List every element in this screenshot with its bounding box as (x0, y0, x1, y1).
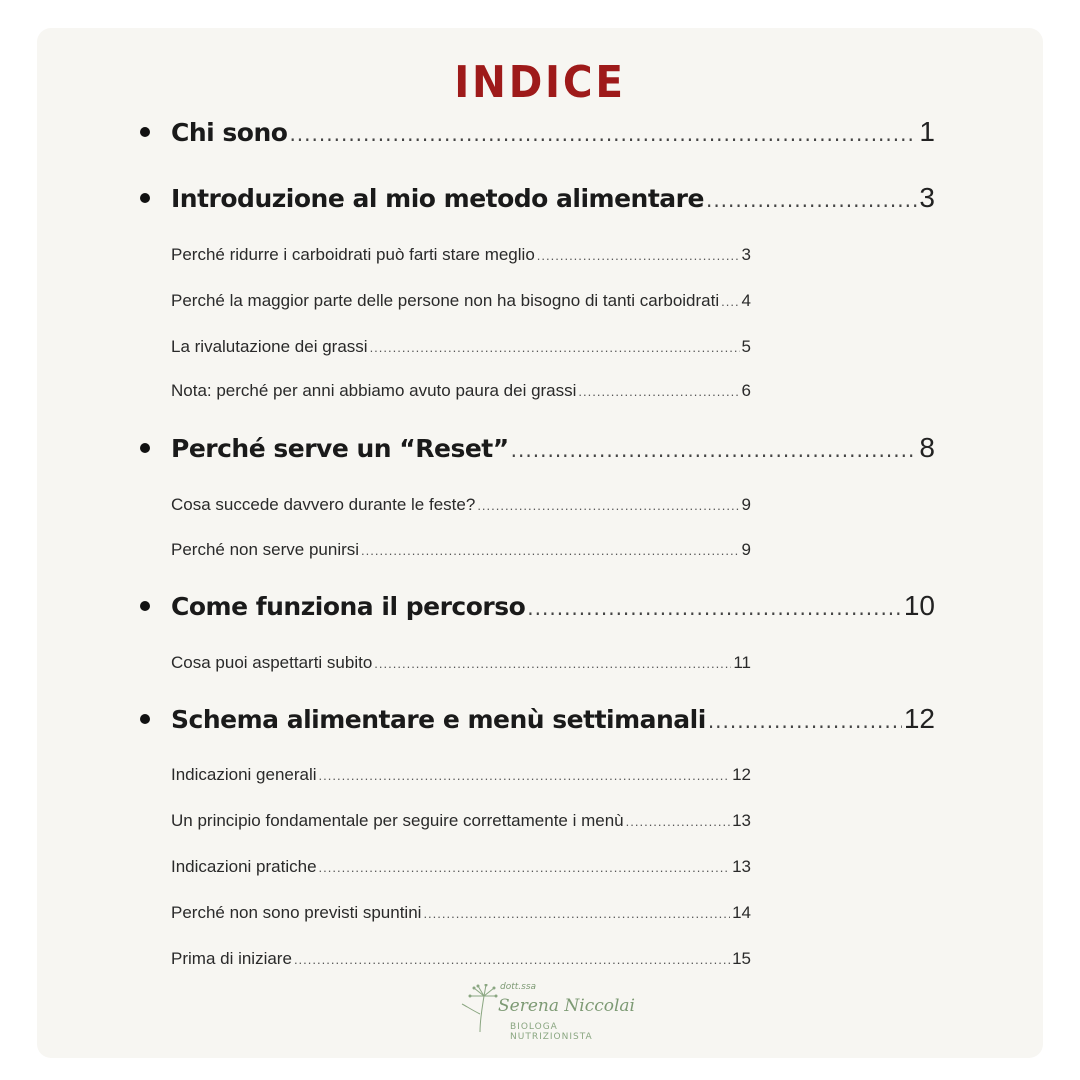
logo-name: Serena Niccolai (498, 996, 635, 1016)
toc-page-number: 4 (741, 291, 751, 310)
bullet-icon (140, 601, 150, 611)
toc-page-number: 12 (903, 703, 935, 734)
toc-section-label: Schema alimentare e menù settimanali (171, 705, 706, 734)
toc-page-number: 15 (732, 949, 751, 968)
toc-subsection[interactable] (171, 760, 751, 790)
dot-leader (477, 491, 739, 521)
toc-subsection[interactable] (171, 490, 751, 520)
dot-leader (423, 899, 730, 929)
dot-leader (578, 377, 739, 407)
bullet-icon (140, 127, 150, 137)
toc-page-number: 12 (732, 765, 751, 784)
toc-subsection[interactable] (171, 944, 751, 974)
toc-page-number: 1 (919, 116, 935, 147)
toc-subsection[interactable] (171, 376, 751, 406)
dot-leader (361, 536, 739, 566)
bullet-icon (140, 193, 150, 203)
toc-page-number: 9 (741, 540, 751, 559)
toc-page-number: 3 (741, 245, 751, 264)
toc-section[interactable] (171, 428, 935, 468)
toc-page-number: 8 (919, 432, 935, 463)
author-logo (460, 982, 640, 1042)
toc-subsection[interactable] (171, 286, 751, 316)
toc-subsection-label: Nota: perché per anni abbiamo avuto paura dei grassi (171, 381, 577, 400)
toc-subsection-label: Perché ridurre i carboidrati può farti stare meglio (171, 245, 535, 264)
toc-subsection[interactable] (171, 648, 751, 678)
toc-subsection-label: Perché non sono previsti spuntini (171, 903, 422, 922)
toc-section[interactable] (171, 178, 935, 218)
dot-leader (374, 649, 731, 679)
toc-subsection-label: Un principio fondamentale per seguire correttamente i menù (171, 811, 624, 830)
dot-leader (537, 241, 740, 271)
dot-leader (319, 761, 731, 791)
toc-subsection[interactable] (171, 332, 751, 362)
toc-page-number: 5 (741, 337, 751, 356)
dandelion-icon (460, 984, 500, 1034)
dot-leader (527, 588, 902, 628)
toc-subsection[interactable] (171, 898, 751, 928)
toc-subsection-label: Indicazioni generali (171, 765, 317, 784)
toc-subsection-label: Cosa succede davvero durante le feste? (171, 495, 476, 514)
toc-page-number: 13 (732, 857, 751, 876)
logo-subtitle: BIOLOGA NUTRIZIONISTA (510, 1022, 593, 1042)
toc-subsection[interactable] (171, 240, 751, 270)
bullet-icon (140, 714, 150, 724)
toc-page-number: 6 (741, 381, 751, 400)
toc-page-number: 13 (732, 811, 751, 830)
toc-subsection-label: La rivalutazione dei grassi (171, 337, 368, 356)
dot-leader (319, 853, 731, 883)
toc-section-label: Introduzione al mio metodo alimentare (171, 184, 704, 213)
dot-leader (626, 807, 730, 837)
logo-prefix: dott.ssa (500, 982, 537, 992)
bullet-icon (140, 443, 150, 453)
dot-leader (708, 701, 902, 741)
dot-leader (706, 180, 917, 220)
toc-subsection[interactable] (171, 852, 751, 882)
toc-subsection-label: Perché non serve punirsi (171, 540, 360, 559)
dot-leader (289, 114, 917, 154)
toc-subsection-label: Prima di iniziare (171, 949, 292, 968)
dot-leader (370, 333, 740, 363)
toc-page-number: 9 (741, 495, 751, 514)
toc-page-number: 14 (732, 903, 751, 922)
toc-section-label: Chi sono (171, 118, 288, 147)
toc-page-number: 10 (903, 590, 935, 621)
toc-subsection-label: Indicazioni pratiche (171, 857, 317, 876)
toc-subsection-label: Cosa puoi aspettarti subito (171, 653, 373, 672)
toc-subsection-label: Perché la maggior parte delle persone non ha bisogno di tanti carboidrati (171, 291, 720, 310)
toc-section-label: Perché serve un “Reset” (171, 434, 509, 463)
toc-section[interactable] (171, 586, 935, 626)
page-title: INDICE (454, 57, 626, 108)
dot-leader (511, 430, 918, 470)
toc-page-number: 3 (919, 182, 935, 213)
toc-page-number: 11 (733, 653, 751, 672)
toc-section[interactable] (171, 699, 935, 739)
dot-leader (721, 287, 739, 317)
toc-subsection[interactable] (171, 806, 751, 836)
toc-section[interactable] (171, 112, 935, 152)
toc-subsection[interactable] (171, 535, 751, 565)
toc-section-label: Come funziona il percorso (171, 592, 526, 621)
dot-leader (294, 945, 730, 975)
